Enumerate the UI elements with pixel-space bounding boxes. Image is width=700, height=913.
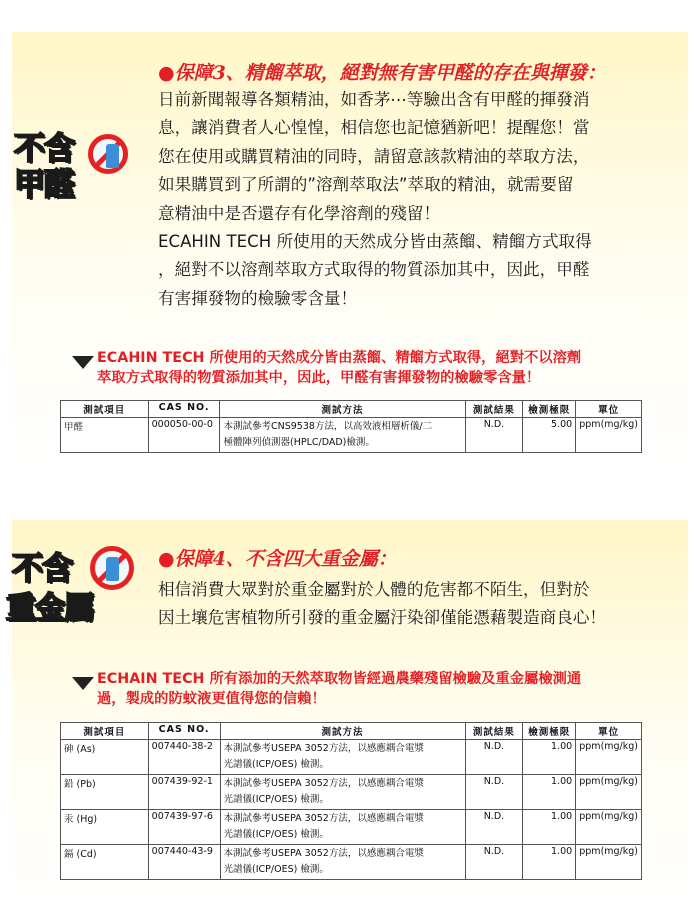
header-cas-no: CAS NO. (148, 401, 220, 418)
guarantee-3-heading: ●保障3、精餾萃取，絕對無有害甲醛的存在與揮發： (158, 62, 606, 84)
header-test-item: 測試項目 (61, 723, 149, 740)
cell-unit: ppm(mg/kg) (576, 845, 642, 880)
table-row (61, 740, 642, 775)
text-line: 萃取方式取得的物質添加其中，因此，甲醛有害揮發物的檢驗零含量！ (97, 370, 541, 386)
method-line: 本測試參考USEPA 3052方法，以感應耦合電漿 (223, 743, 424, 754)
header-test-method: 測試方法 (220, 723, 465, 740)
cell-detection-limit: 1.00 (523, 845, 576, 880)
formaldehyde-paragraph (158, 86, 592, 313)
cell-test-method (220, 740, 465, 775)
spray-bottle-icon (106, 144, 119, 168)
header-test-result: 測試結果 (465, 401, 523, 418)
cell-unit: ppm(mg/kg) (576, 418, 642, 453)
cell-test-result: N.D. (465, 418, 523, 453)
header-unit: 單位 (576, 723, 642, 740)
header-test-result: 測試結果 (465, 723, 523, 740)
text-line: ECHAIN TECH 所有添加的天然萃取物皆經過農藥殘留檢驗及重金屬檢測通 (97, 671, 582, 687)
cell-cas-no: 007439-92-1 (148, 775, 220, 810)
cell-test-method (220, 845, 465, 880)
method-line: 本測試參考USEPA 3052方法，以感應耦合電漿 (223, 813, 424, 824)
cell-cas-no: 000050-00-0 (148, 418, 220, 453)
formaldehyde-note (97, 348, 581, 388)
formaldehyde-test-table (60, 400, 642, 453)
text-line: 意精油中是否還存有化學溶劑的殘留！ (158, 203, 441, 223)
table-header-row (61, 723, 642, 740)
cell-cas-no: 007440-38-2 (148, 740, 220, 775)
badge-line1: 不含 (14, 131, 74, 167)
method-line: 極體陣列偵測器(HPLC/DAD)檢測。 (223, 437, 375, 448)
text-line: 有害揮發物的檢驗零含量！ (158, 288, 358, 308)
cell-test-item: 汞 (Hg) (61, 810, 149, 845)
cell-test-result: N.D. (465, 845, 523, 880)
table-row (61, 418, 642, 453)
text-line: ，絕對不以溶劑萃取方式取得的物質添加其中，因此，甲醛 (158, 260, 590, 280)
text-line: ECAHIN TECH 所使用的天然成分皆由蒸餾、精餾方式取得，絕對不以溶劑 (97, 350, 582, 366)
cell-test-result: N.D. (465, 775, 523, 810)
badge-line2: 甲醛 (14, 167, 74, 203)
cell-test-method (220, 418, 465, 453)
down-arrow-icon (72, 677, 94, 690)
method-line: 光譜儀(ICP/OES) 檢測。 (223, 829, 329, 840)
table-header-row (61, 401, 642, 418)
cell-detection-limit: 1.00 (523, 740, 576, 775)
cell-test-item: 鎘 (Cd) (61, 845, 149, 880)
header-unit: 單位 (576, 401, 642, 418)
cell-cas-no: 007440-43-9 (148, 845, 220, 880)
text-line: 日前新聞報導各類精油，如香茅⋯等驗出含有甲醛的揮發消 (158, 90, 590, 109)
text-line: 過，製成的防蚊液更值得您的信賴！ (97, 691, 326, 707)
table-row (61, 845, 642, 880)
spray-bottle-icon (106, 557, 119, 581)
badge-line1: 不含 (12, 551, 72, 587)
cell-cas-no: 007439-97-6 (148, 810, 220, 845)
header-detection-limit: 檢測極限 (523, 723, 576, 740)
cell-detection-limit: 1.00 (523, 810, 576, 845)
method-line: 光譜儀(ICP/OES) 檢測。 (223, 864, 329, 875)
method-line: 本測試參考USEPA 3052方法，以感應耦合電漿 (223, 778, 424, 789)
cell-test-result: N.D. (465, 810, 523, 845)
heavy-metals-note (97, 669, 581, 709)
no-heavy-metals-badge (4, 552, 139, 636)
header-test-method: 測試方法 (220, 401, 465, 418)
cell-test-method (220, 775, 465, 810)
cell-detection-limit: 1.00 (523, 775, 576, 810)
text-line: 如果購買到了所謂的”溶劑萃取法”萃取的精油，就需要留 (158, 175, 574, 195)
text-line: ECAHIN TECH 所使用的天然成分皆由蒸餾、精餾方式取得 (158, 231, 592, 251)
text-line: 息，讓消費者人心惶惶，相信您也記憶猶新吧！提醒您！當 (158, 118, 590, 138)
cell-detection-limit: 5.00 (523, 418, 576, 453)
guarantee-4-heading: ●保障4、不含四大重金屬： (158, 548, 397, 570)
header-test-item: 測試項目 (61, 401, 149, 418)
table-row (61, 810, 642, 845)
heavy-metals-paragraph (158, 576, 606, 633)
method-line: 本測試參考USEPA 3052方法，以感應耦合電漿 (223, 848, 424, 859)
cell-test-item: 砷 (As) (61, 740, 149, 775)
badge-line2: 重金屬 (6, 591, 93, 626)
cell-unit: ppm(mg/kg) (576, 810, 642, 845)
down-arrow-icon (72, 356, 94, 369)
cell-test-method (220, 810, 465, 845)
cell-unit: ppm(mg/kg) (576, 775, 642, 810)
method-line: 光譜儀(ICP/OES) 檢測。 (223, 759, 329, 770)
no-formaldehyde-badge (8, 132, 128, 210)
method-line: 光譜儀(ICP/OES) 檢測。 (223, 794, 329, 805)
cell-test-result: N.D. (465, 740, 523, 775)
header-detection-limit: 檢測極限 (523, 401, 576, 418)
method-line: 本測試參考CNS9538方法，以高效液相層析儀/二 (223, 421, 433, 432)
text-line: 相信消費大眾對於重金屬對於人體的危害都不陌生，但對於 (158, 580, 590, 599)
cell-test-item: 鉛 (Pb) (61, 775, 149, 810)
text-line: 因土壤危害植物所引發的重金屬汙染卻僅能憑藉製造商良心！ (158, 608, 607, 628)
cell-test-item: 甲醛 (61, 418, 149, 453)
header-cas-no: CAS NO. (148, 723, 220, 740)
text-line: 您在使用或購買精油的同時，請留意該款精油的萃取方法， (158, 146, 590, 166)
cell-unit: ppm(mg/kg) (576, 740, 642, 775)
heavy-metals-test-table (60, 722, 642, 880)
table-row (61, 775, 642, 810)
